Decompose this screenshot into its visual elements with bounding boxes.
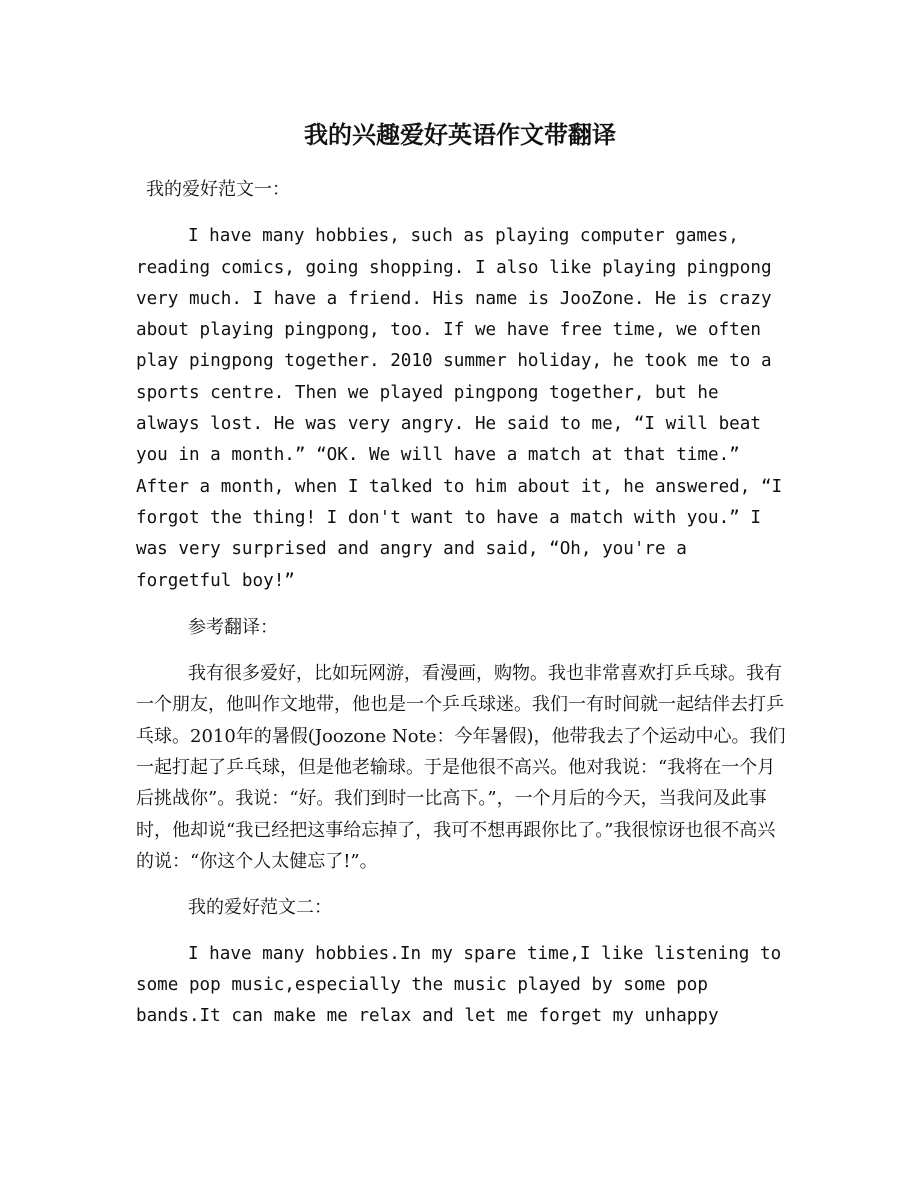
spacer	[136, 597, 786, 612]
section-1-translation-text: 我有很多爱好，比如玩网游，看漫画，购物。我也非常喜欢打乒乓球。我有一个朋友，他叫作文地带，他也是一个乒乓球迷。我们一有时间就一起结伴去打乒乓球。2010年的暑假(Joozone Note：今年暑假)，他带我去了个运动中心。我们一起打起了乒乓球，但是他老输球。于是他很不高兴。他对我说：“我将在一个月后挑战你”。我说：“好。我们到时一比高下。”，一个月后的今天，当我问及此事时，他却说“我已经把这事给忘掉了，我可不想再跟你比了。”我很惊讶也很不高兴的说：“你这个人太健忘了!”。	[136, 663, 786, 872]
document-body	[136, 174, 786, 1032]
section-2-english-text: I have many hobbies.In my spare time,I like listening to some pop music,especially the music played by some pop bands.It can make me relax and let me forget my unhappy	[136, 943, 782, 1027]
section-2-label: 我的爱好范文二：	[188, 897, 332, 919]
section-1-label: 我的爱好范文一：	[146, 179, 290, 200]
spacer	[136, 924, 786, 939]
document-title: 我的兴趣爱好英语作文带翻译	[304, 121, 616, 149]
spacer	[136, 643, 786, 658]
spacer	[136, 877, 786, 892]
section-1-english-text: I have many hobbies, such as playing computer games, reading comics, going shopping. I also like playing pingpong very much. I have a friend. His name is JooZone. He is crazy about playing pingpong, too. If we have free time, we often play pingpong together. 2010 summer holiday, he took me to a sports centre. Then we played pingpong together, but he always lost. He was very angry. He said to me, “I will beat you in a month.” “OK. We will have a match at that time.” After a month, when I talked to him about it, he answered, “I forgot the thing! I don't want to have a match with you.” I was very surprised and angry and said, “Oh, you're a forgetful boy!”	[136, 226, 783, 591]
spacer	[136, 205, 786, 221]
translation-label: 参考翻译：	[188, 616, 278, 638]
